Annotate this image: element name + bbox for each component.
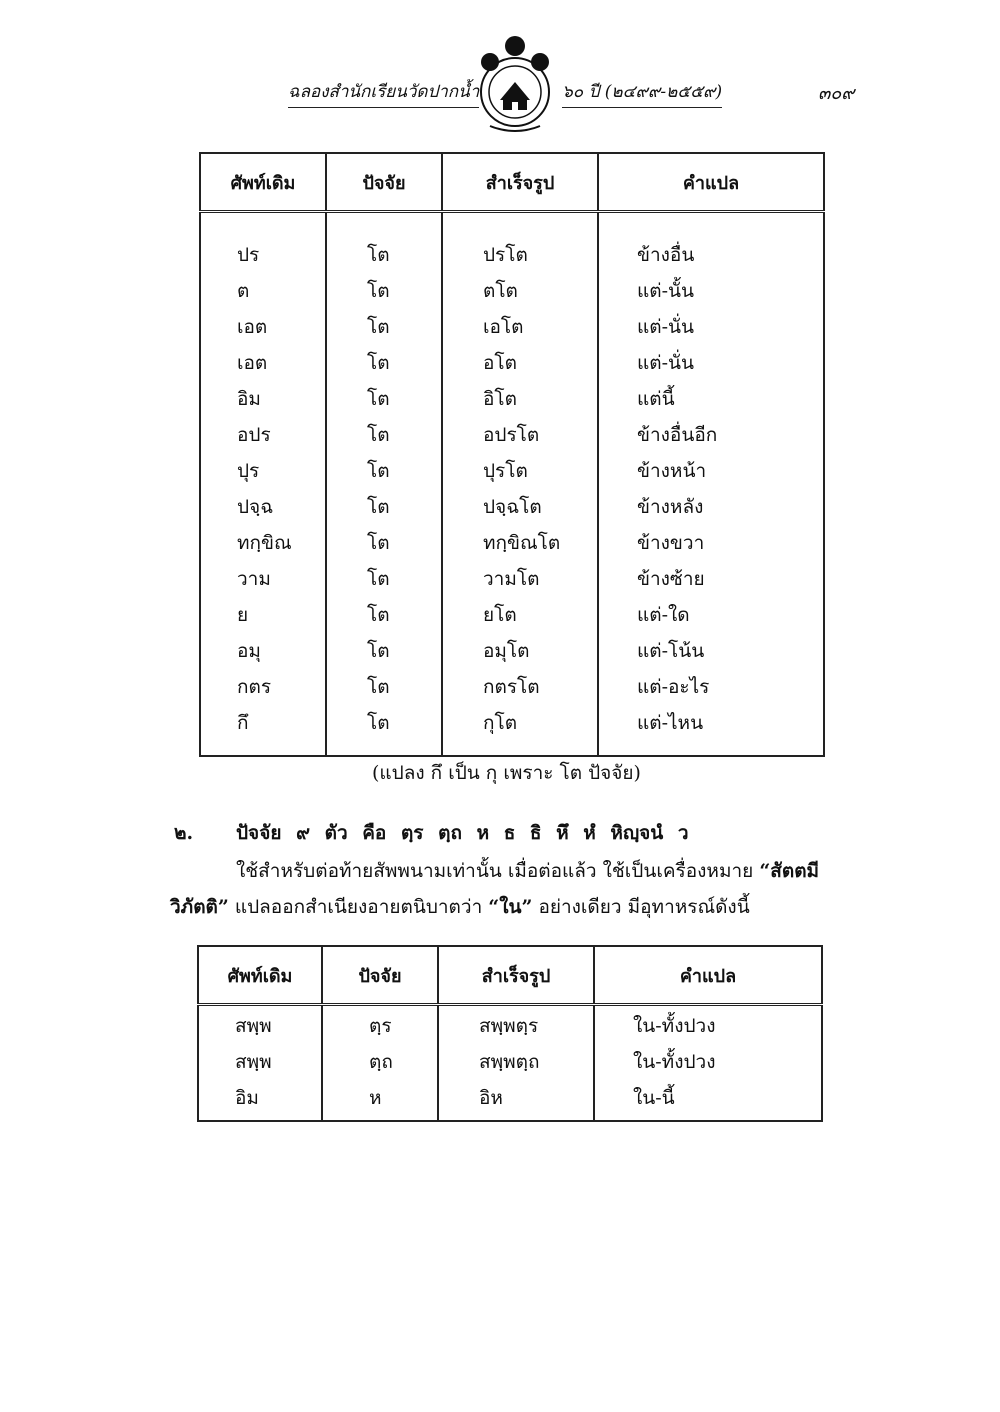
table-cell: เอโต — [442, 309, 598, 345]
col-header-original-word: ศัพท์เดิม — [198, 946, 322, 1005]
paragraph-text: ใช้สำหรับต่อท้ายสัพพนามเท่านั้น เมื่อต่อแล้ว ใช้เป็นเครื่องหมาย — [236, 860, 760, 882]
table-cell: ข้างหน้า — [598, 453, 824, 489]
table-cell: ข้างขวา — [598, 525, 824, 561]
table-cell: แต่นี้ — [598, 381, 824, 417]
table-cell: อปร — [237, 424, 271, 446]
table-cell: อิโต — [442, 381, 598, 417]
table-cell: ทกฺขิณโต — [442, 525, 598, 561]
suffix-table-locative — [197, 945, 823, 1122]
section-number: ๒. — [174, 822, 194, 844]
paragraph-bold-term: “สัตตมี — [759, 860, 820, 882]
table-cell: ข้างซ้าย — [598, 561, 824, 597]
table-cell: กตร — [237, 676, 272, 698]
table-cell: ต — [237, 280, 250, 302]
table-row — [198, 1005, 822, 1045]
page-number: ๓๐๙ — [818, 83, 855, 104]
table-cell: แต่-อะไร — [598, 669, 824, 705]
table-row — [200, 705, 824, 756]
table-cell: ปุร — [237, 460, 260, 482]
table-cell: ห — [322, 1080, 438, 1121]
table-cell: ปุรโต — [442, 453, 598, 489]
table-cell: โต — [326, 633, 442, 669]
table-row — [200, 417, 824, 453]
table-row — [198, 1044, 822, 1080]
col-header-translation: คำแปล — [594, 946, 822, 1005]
table-cell: เอต — [237, 352, 268, 374]
paragraph-text: อย่างเดียว มีอุทาหรณ์ดังนี้ — [532, 896, 750, 918]
table-cell: แต่-โน้น — [598, 633, 824, 669]
table-row — [200, 212, 824, 274]
table-cell: สพฺพตฺร — [438, 1005, 594, 1045]
col-header-translation: คำแปล — [598, 153, 824, 212]
table-row — [198, 1080, 822, 1121]
table-cell: โต — [326, 561, 442, 597]
table-cell: โต — [326, 489, 442, 525]
table-cell: ข้างหลัง — [598, 489, 824, 525]
col-header-result-form: สำเร็จรูป — [438, 946, 594, 1005]
table-row — [200, 381, 824, 417]
table-cell: ใน-ทั้งปวง — [594, 1005, 822, 1045]
table-row — [200, 597, 824, 633]
table-cell: ข้างอื่นอีก — [598, 417, 824, 453]
table-row — [200, 633, 824, 669]
table-row — [200, 669, 824, 705]
table-cell: ตโต — [442, 273, 598, 309]
table-cell: โต — [326, 212, 442, 274]
table-header-row — [200, 153, 824, 212]
col-header-original-word: ศัพท์เดิม — [200, 153, 326, 212]
table-cell: แต่-ไหน — [598, 705, 824, 756]
col-header-suffix: ปัจจัย — [326, 153, 442, 212]
table-cell: ปรโต — [442, 212, 598, 274]
table-cell: วามโต — [442, 561, 598, 597]
table-row — [200, 489, 824, 525]
col-header-suffix: ปัจจัย — [322, 946, 438, 1005]
table-row — [200, 345, 824, 381]
table-cell: อปรโต — [442, 417, 598, 453]
table-row — [200, 309, 824, 345]
table-cell: ปจฺฉ — [237, 496, 274, 518]
table-cell: กุโต — [442, 705, 598, 756]
table-cell: สพฺพ — [235, 1015, 272, 1037]
table-cell: อิม — [235, 1087, 259, 1109]
table-cell: ปจฺฉโต — [442, 489, 598, 525]
table-cell: แต่-ใด — [598, 597, 824, 633]
table-cell: โต — [326, 273, 442, 309]
table-cell: อมุโต — [442, 633, 598, 669]
table-cell: กตรโต — [442, 669, 598, 705]
paragraph-bold-term: “ใน” — [488, 896, 533, 918]
table-cell: ตฺถ — [322, 1044, 438, 1080]
table-cell: ข้างอื่น — [598, 212, 824, 274]
col-header-result-form: สำเร็จรูป — [442, 153, 598, 212]
table-cell: โต — [326, 345, 442, 381]
table-cell: ตฺร — [322, 1005, 438, 1045]
temple-emblem-icon — [470, 32, 560, 136]
table-note: (แปลง กึ เป็น กุ เพราะ โต ปัจจัย) — [372, 762, 641, 784]
table-cell: ทกฺขิณ — [237, 532, 292, 554]
header-center-title: ๖๐ ปี (๒๔๙๙-๒๕๕๙) — [562, 78, 722, 108]
table-row — [200, 273, 824, 309]
table-cell: อมุ — [237, 640, 261, 662]
table-cell: ใน-นี้ — [594, 1080, 822, 1121]
paragraph-bold-term: วิภัตติ” — [170, 896, 229, 918]
table-cell: อิห — [438, 1080, 594, 1121]
section-title: ปัจจัย ๙ ตัว คือ ตฺร ตฺถ ห ธ ธิ หึ หํ หิญฺจนํ ว — [236, 822, 689, 844]
table-cell: ใน-ทั้งปวง — [594, 1044, 822, 1080]
table-cell: วาม — [237, 568, 271, 590]
table-cell: เอต — [237, 316, 268, 338]
table-cell: สพฺพ — [235, 1051, 272, 1073]
header-left-title: ฉลองสำนักเรียนวัดปากน้ำ — [288, 78, 479, 108]
table-cell: แต่-นั่น — [598, 309, 824, 345]
table-cell: โต — [326, 417, 442, 453]
table-row — [200, 453, 824, 489]
paragraph-text: แปลออกสำเนียงอายตนิบาตว่า — [228, 896, 489, 918]
paragraph-line-1 — [236, 856, 819, 886]
table-row — [200, 525, 824, 561]
table-cell: ยโต — [442, 597, 598, 633]
page-header — [0, 30, 1000, 140]
table-cell: โต — [326, 309, 442, 345]
table-header-row — [198, 946, 822, 1005]
table-cell: แต่-นั้น — [598, 273, 824, 309]
table-cell: ปร — [237, 244, 260, 266]
table-cell: โต — [326, 669, 442, 705]
table-cell: อโต — [442, 345, 598, 381]
table-cell: อิม — [237, 388, 261, 410]
table-cell: สพฺพตฺถ — [438, 1044, 594, 1080]
suffix-table-to — [199, 152, 825, 757]
table-cell: แต่-นั่น — [598, 345, 824, 381]
table-row — [200, 561, 824, 597]
table-cell: กึ — [237, 712, 249, 734]
paragraph-line-2 — [170, 892, 750, 922]
table-cell: ย — [237, 604, 249, 626]
table-cell: โต — [326, 453, 442, 489]
table-cell: โต — [326, 705, 442, 756]
table-cell: โต — [326, 597, 442, 633]
table-cell: โต — [326, 525, 442, 561]
table-cell: โต — [326, 381, 442, 417]
